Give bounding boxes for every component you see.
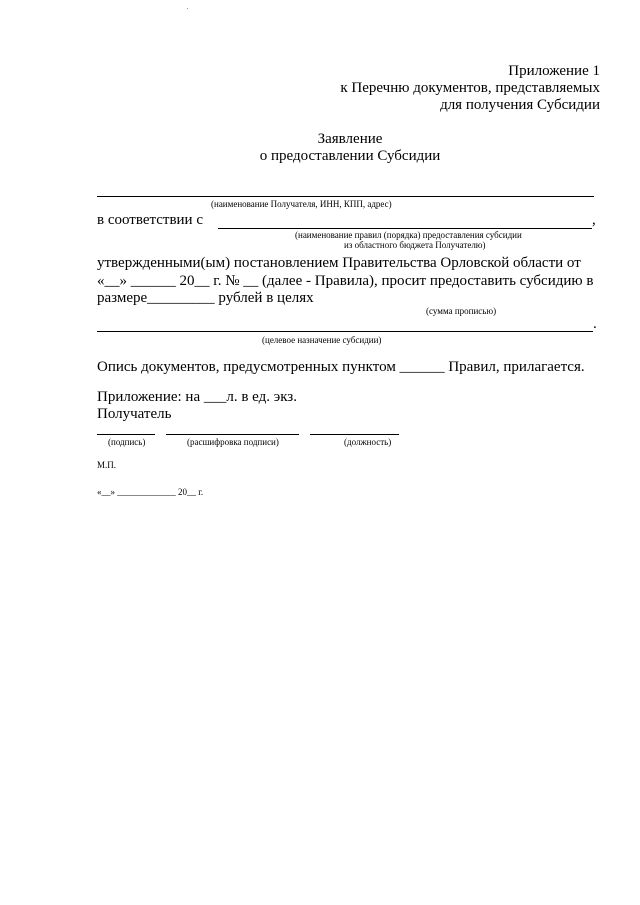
accordance-comma: , <box>592 212 596 228</box>
stamp-label: М.П. <box>97 460 117 470</box>
signature-decode-hint: (расшифровка подписи) <box>187 437 279 447</box>
recipient-field-line <box>97 196 594 197</box>
signature-line <box>97 434 155 435</box>
document-title: Заявление <box>317 131 383 147</box>
inventory-statement: Опись документов, предусмотренных пунктом ______ Правил, прилагается. <box>97 359 585 375</box>
document-subtitle: о предоставлении Субсидии <box>259 148 441 164</box>
signature-decode-line <box>166 434 299 435</box>
position-hint: (должность) <box>344 437 392 447</box>
recipient-label: Получатель <box>97 406 172 422</box>
appendix-purpose: для получения Субсидии <box>440 97 600 113</box>
rules-hint-line1: (наименование правил (порядка) предоставления субсидии <box>295 230 522 240</box>
appendix-reference: к Перечню документов, представляемых <box>340 80 600 96</box>
attachment-statement: Приложение: на ___л. в ед. экз. <box>97 389 297 405</box>
appendix-number: Приложение 1 <box>508 63 600 79</box>
purpose-period: . <box>593 316 597 332</box>
recipient-hint: (наименование Получателя, ИНН, КПП, адрес) <box>211 199 392 209</box>
signature-hint: (подпись) <box>108 437 146 447</box>
scan-speck <box>187 8 188 9</box>
rules-field-line <box>218 228 592 229</box>
rules-hint-line2: из областного бюджета Получателю) <box>344 240 486 250</box>
body-line-1: утвержденными(ым) постановлением Правительства Орловской области от <box>97 255 581 271</box>
accordance-label: в соответствии с <box>97 212 203 228</box>
purpose-hint: (целевое назначение субсидии) <box>262 335 382 345</box>
position-line <box>310 434 399 435</box>
date-line: «__» _____________ 20__ г. <box>97 487 204 497</box>
body-line-3: размере_________ рублей в целях <box>97 290 314 306</box>
sum-hint: (сумма прописью) <box>426 306 497 316</box>
purpose-field-line <box>97 331 593 332</box>
body-line-2: «__» ______ 20__ г. № __ (далее - Правила), просит предоставить субсидию в <box>97 273 594 289</box>
